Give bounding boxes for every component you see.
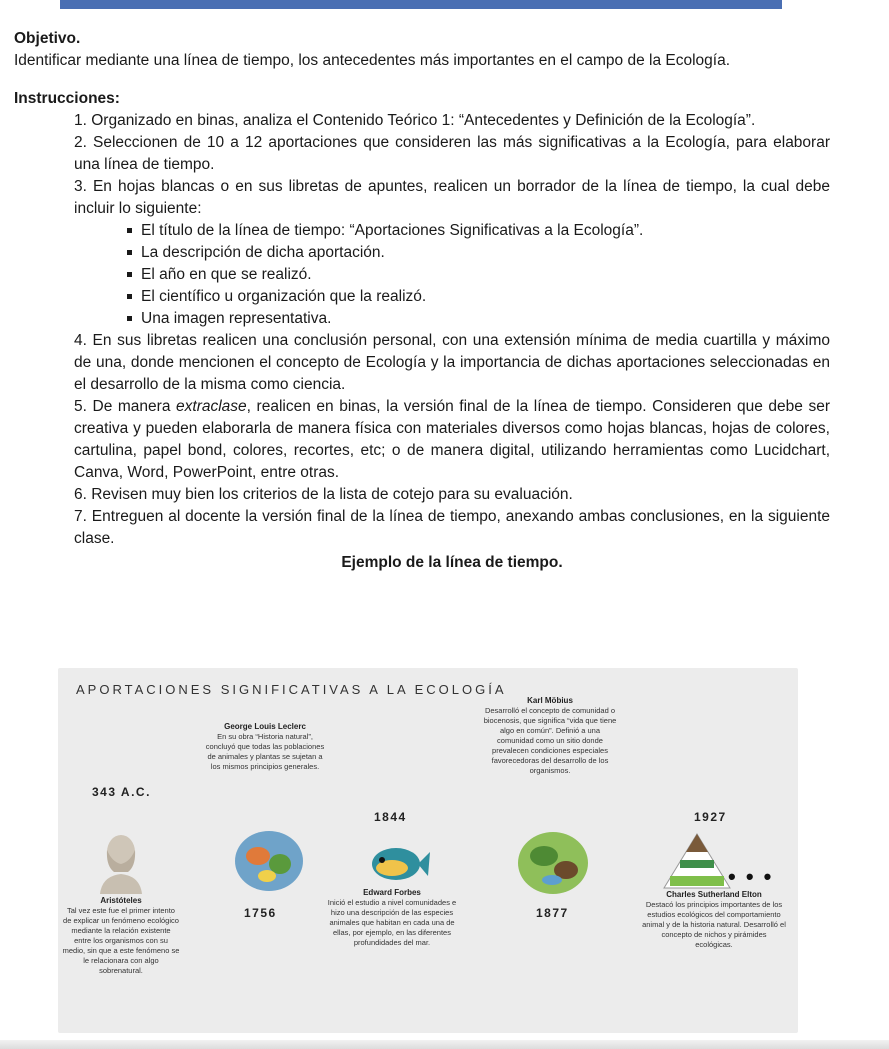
event-description: Desarrolló el concepto de comunidad o biocenosis, que significa “vida que tiene algo en común”. Definió a una comunidad como un sitio donde prevalecen condiciones especiales favorecedoras del desarrollo de los organismos. [483,706,617,775]
requirement-item [127,220,830,242]
year-label: 1844 [374,810,407,824]
requirement-item: Una imagen representativa. [127,308,830,330]
event-text [642,890,786,950]
page-edge [0,1040,889,1049]
step-7: 7. Entreguen al docente la versión final de la línea de tiempo, anexando ambas conclusiones, en la siguiente clase. [74,508,830,547]
step-2: 2. Seleccionen de 10 a 12 aportaciones que consideren las más significativas a la Ecología, para elaborar una línea de tiempo. [74,134,830,173]
step-6: 6. Revisen muy bien los criterios de la lista de cotejo para su evaluación. [74,486,573,503]
requirements-list [127,220,830,330]
event-description: Destacó los principios importantes de los estudios ecológicos del comportamiento animal y de la historia natural. Desarrolló el concepto de nichos y pirámides ecológicas. [642,900,786,949]
year-label: 1877 [536,906,569,920]
step-3: 3. En hojas blancas o en sus libretas de apuntes, realicen un borrador de la línea de tiempo, la cual debe incluir lo siguiente: [74,178,830,217]
scientist-name: George Louis Leclerc [224,722,306,731]
year-label: 343 A.C. [92,785,151,799]
community-globe-icon [516,830,590,896]
scientist-name: Charles Sutherland Elton [666,890,762,899]
step-4: 4. En sus libretas realicen una conclusión personal, con una extensión mínima de media cuartilla y máximo de una, donde mencionen el concepto de Ecología y la importancia de dichas aportaciones seleccionadas en el desarrollo de la misma como ciencia. [74,332,830,393]
step-5-emphasis: extraclase [176,398,247,415]
fish-icon [368,838,430,890]
step-1: 1. Organizado en binas, analiza el Contenido Teórico 1: “Antecedentes y Definición de la Ecología”. [74,112,756,129]
animals-plants-circle-icon [234,830,304,892]
scientist-name: Aristóteles [100,896,142,905]
event-description: En su obra “Historia natural”, concluyó que todas las poblaciones de animales y plantas se sujetan a los mismos principios generales. [205,732,325,771]
document-body [14,28,830,574]
more-indicator: • • • [728,864,774,889]
step-5-post: , realicen en binas, la versión final de la línea de tiempo. Consideren que debe ser creativa y pueden elaborarla de manera física con materiales diversos como hojas blancas, hojas de colores, cartulina, papel bond, colores, recortes, etc; o de manera digital, utilizando herramientas como Lucidchart, Canva, Word, PowerPoint, entre otras. [74,398,830,481]
scientist-name: Edward Forbes [363,888,421,897]
event-description: Tal vez este fue el primer intento de explicar un fenómeno ecológico mediante la relación existente entre los organismos con su medio, sin que a este fenómeno se le relacionara con algo sobrenatural. [62,906,180,975]
step-5 [74,396,830,484]
instructions-list-cont [74,330,830,550]
objective-heading: Objetivo. [14,30,81,47]
instructions-heading: Instrucciones: [14,90,120,107]
step-5-pre: 5. De manera [74,398,177,415]
event-description: Inició el estudio a nivel comunidades e hizo una descripción de las especies animales que habitan en cada una de ellas, por ejemplo, en las diferentes profundidades del mar. [327,898,457,947]
scientist-name: Karl Möbius [527,696,573,705]
example-title: Ejemplo de la línea de tiempo. [341,554,563,571]
requirement-item: El científico u organización que la realizó. [127,286,830,308]
requirement-text: El título de la línea de tiempo: “Aportaciones Significativas a la Ecología”. [141,222,644,239]
objective-text: Identificar mediante una línea de tiempo, los antecedentes más importantes en el campo de la Ecología. [14,52,731,69]
year-label: 1756 [244,906,277,920]
event-text [62,896,180,976]
aristotle-bust-icon [92,830,150,894]
top-accent-bar [60,0,782,9]
timeline-example-image [58,668,798,1033]
event-text [326,888,458,948]
instructions-list [74,110,830,220]
year-label: 1927 [694,810,727,824]
timeline-title: APORTACIONES SIGNIFICATIVAS A LA ECOLOGÍA [76,682,507,697]
ecological-pyramid-icon [662,830,732,892]
requirement-item: El año en que se realizó. [127,264,830,286]
event-text [202,722,328,772]
requirement-item: La descripción de dicha aportación. [127,242,830,264]
event-text [482,696,618,776]
